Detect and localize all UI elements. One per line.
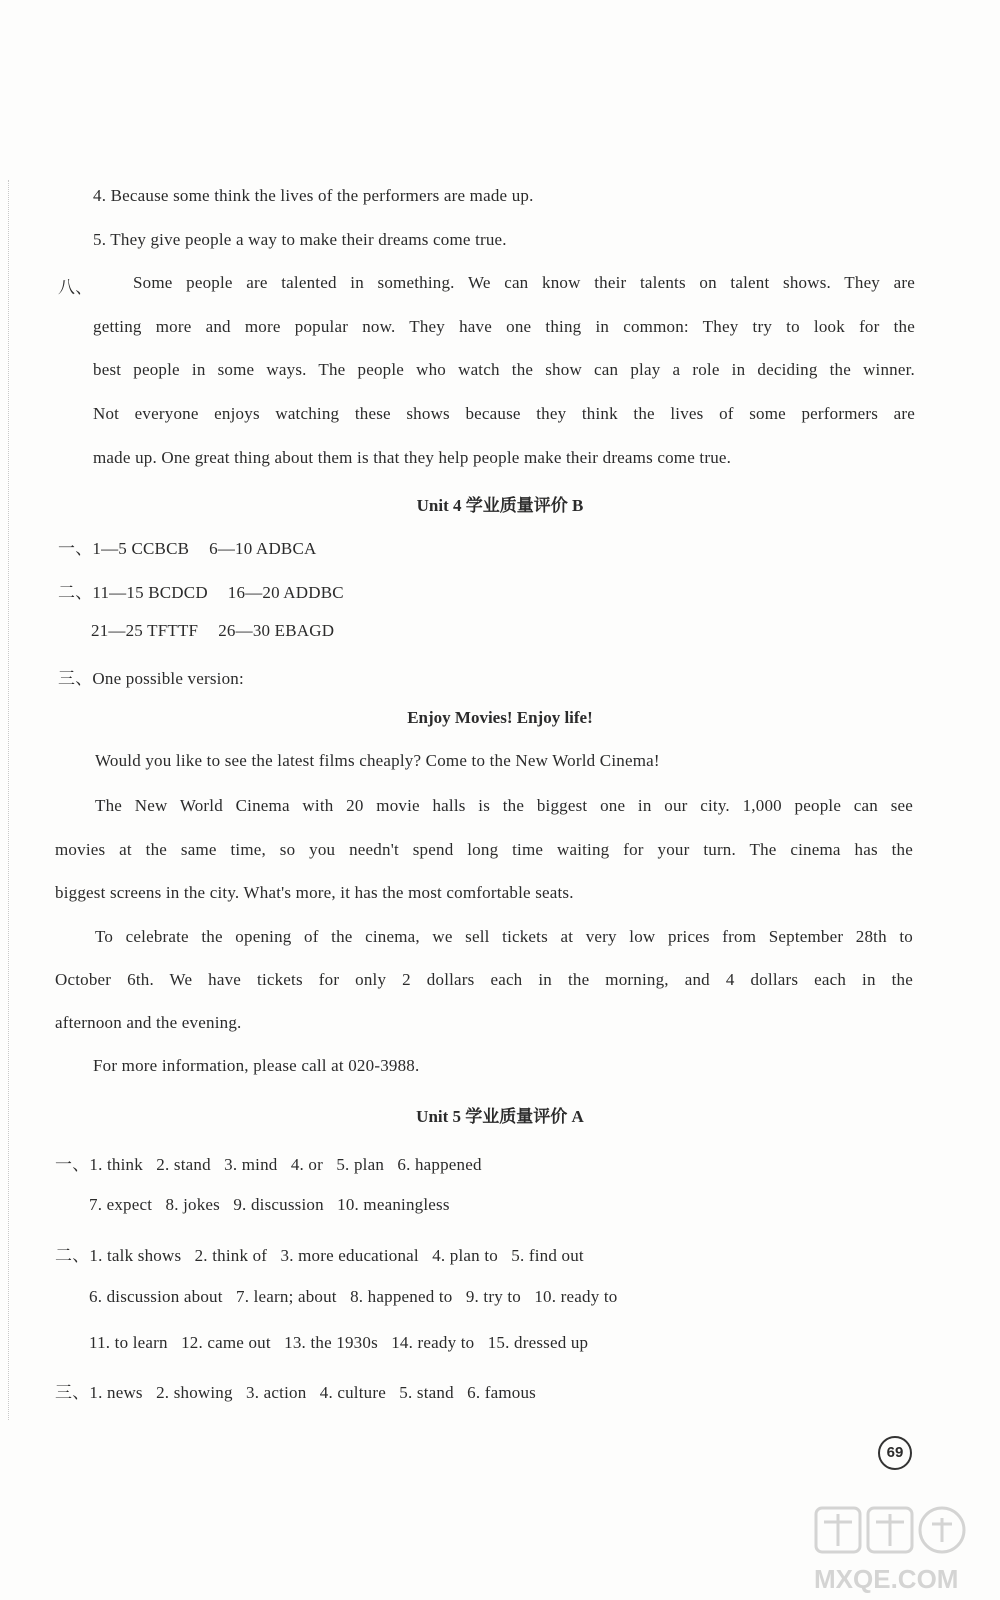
summary-line-3: best people in some ways. The people who watch the show can play a role in deciding the winner. [93,360,915,379]
summary-line-1: Some people are talented in something. We can know their talents on talent shows. They are [133,273,915,292]
unit4b-section-2 [58,578,344,603]
unit5a-heading: Unit 5 学业质量评价 A [416,1107,584,1126]
essay-line-6: October 6th. We have tickets for only 2 dollars each in the morning, and 4 dollars each in the [55,970,913,989]
section-marker: 二、 [55,1246,90,1265]
summary-line-2: getting more and more popular now. They have one thing in common: They try to look for the [93,317,915,336]
answer-group: 1—5 CCBCB [92,539,190,558]
unit4b-section-3 [58,664,244,689]
essay-line-8: For more information, please call at 020-3988. [93,1056,420,1075]
essay-line-7: afternoon and the evening. [55,1013,242,1032]
answer-group: 1. talk shows 2. think of 3. more educational 4. plan to 5. find out [89,1246,584,1265]
answer-group: 6—10 ADBCA [209,539,317,558]
section-marker: 一、 [58,539,93,558]
summary-line-5: made up. One great thing about them is that they help people make their dreams come true. [93,448,732,467]
answer-group: 11—15 BCDCD [92,583,208,602]
watermark-logo-icon [810,1500,990,1600]
section-intro: One possible version: [92,669,244,688]
essay-line-5: To celebrate the opening of the cinema, we sell tickets at very low prices from September 28th to [95,927,913,946]
answer-group: 21—25 TFTTF [91,621,199,640]
page-edge-dotted-line [8,180,9,1420]
section-marker-8: 八、 [58,278,93,297]
essay-line-1: Would you like to see the latest films cheaply? Come to the New World Cinema! [95,751,660,770]
unit5a-section-1-cont: 7. expect 8. jokes 9. discussion 10. meaningless [89,1195,450,1214]
unit4b-heading: Unit 4 学业质量评价 B [416,496,584,515]
answer-group: 1. think 2. stand 3. mind 4. or 5. plan 6. happened [89,1155,482,1174]
section-marker: 一、 [55,1155,90,1174]
unit5a-section-2-cont-1: 6. discussion about 7. learn; about 8. happened to 9. try to 10. ready to [89,1287,618,1306]
page-number: 69 [878,1436,912,1470]
unit5a-section-2-cont-2: 11. to learn 12. came out 13. the 1930s 14. ready to 15. dressed up [89,1333,589,1352]
unit5a-section-1 [55,1150,482,1175]
answer-group: 1. news 2. showing 3. action 4. culture 5. stand 6. famous [89,1383,536,1402]
unit5a-section-3 [55,1378,536,1403]
section-marker: 三、 [58,669,93,688]
section-marker: 三、 [55,1383,90,1402]
unit5a-section-2 [55,1241,584,1266]
answer-group: 26—30 EBAGD [218,621,335,640]
summary-line-4: Not everyone enjoys watching these shows because they think the lives of some performers are [93,404,915,423]
essay-line-2: The New World Cinema with 20 movie halls is the biggest one in our city. 1,000 people can see [95,796,913,815]
answer-group: 16—20 ADDBC [227,583,344,602]
svg-text:MXQE.COM: MXQE.COM [814,1564,959,1594]
answer-line-5: 5. They give people a way to make their dreams come true. [93,230,507,249]
unit4b-section-2-cont [91,621,334,641]
essay-line-3: movies at the same time, so you needn't spend long time waiting for your turn. The cinema has the [55,840,913,859]
unit4b-section-1 [58,534,316,559]
answer-line-4: 4. Because some think the lives of the performers are made up. [93,186,534,205]
section-marker: 二、 [58,583,93,602]
essay-title: Enjoy Movies! Enjoy life! [407,708,593,727]
essay-line-4: biggest screens in the city. What's more, it has the most comfortable seats. [55,883,574,902]
